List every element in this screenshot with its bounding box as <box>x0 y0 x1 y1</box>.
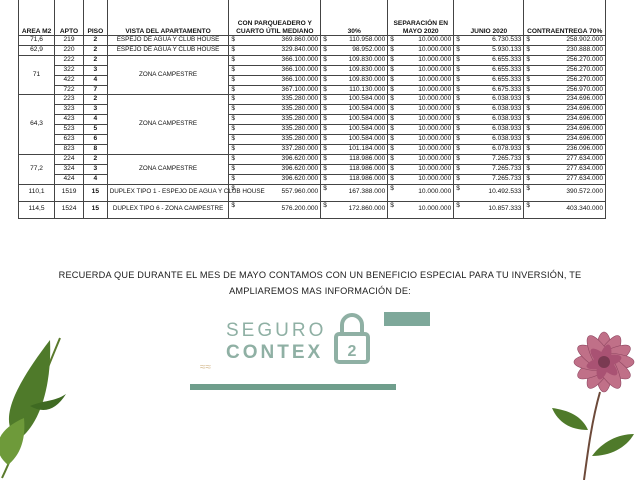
cell-piso: 3 <box>83 105 107 115</box>
cell-cuota: $ 6.038.933 <box>454 125 524 135</box>
cell-precio: $ 576.200.000 <box>229 201 321 218</box>
cell-vista: ZONA CAMPESTRE <box>107 154 229 184</box>
table-row <box>19 55 606 65</box>
cell-separacion: $ 10.000.000 <box>388 125 454 135</box>
notice-line-1: RECUERDA QUE DURANTE EL MES DE MAYO CONTAMOS CON UN BENEFICIO ESPECIAL PARA TU INVERSIÓN, TE <box>58 270 582 280</box>
table-row <box>19 115 606 125</box>
cell-piso: 2 <box>83 154 107 164</box>
cell-separacion: $ 10.000.000 <box>388 154 454 164</box>
cell-30: $ 100.584.000 <box>321 95 388 105</box>
cell-30: $ 100.584.000 <box>321 115 388 125</box>
cell-30: $ 100.584.000 <box>321 135 388 145</box>
header-piso: PISO <box>83 0 107 36</box>
cell-precio: $ 335.280.000 <box>229 95 321 105</box>
cell-piso: 2 <box>83 55 107 65</box>
cell-piso: 8 <box>83 144 107 154</box>
cell-30: $ 100.584.000 <box>321 105 388 115</box>
cell-separacion: $ 10.000.000 <box>388 45 454 55</box>
price-table <box>18 0 606 219</box>
table-row <box>19 105 606 115</box>
cell-precio: $ 366.100.000 <box>229 65 321 75</box>
cell-area: 114,5 <box>19 201 55 218</box>
cell-30: $ 110.958.000 <box>321 36 388 46</box>
table-row <box>19 154 606 164</box>
cell-cuota: $ 6.038.933 <box>454 95 524 105</box>
cell-30: $ 172.860.000 <box>321 201 388 218</box>
cell-apto: 322 <box>55 65 84 75</box>
padlock-icon <box>330 310 374 366</box>
table-row <box>19 95 606 105</box>
cell-precio: $ 366.100.000 <box>229 75 321 85</box>
cell-separacion: $ 10.000.000 <box>388 65 454 75</box>
cell-30: $ 109.830.000 <box>321 75 388 85</box>
cell-vista: ZONA CAMPESTRE <box>107 55 229 95</box>
cell-contraentrega: $ 234.696.000 <box>524 105 606 115</box>
table-row <box>19 75 606 85</box>
cell-precio: $ 396.620.000 <box>229 174 321 184</box>
cell-30: $ 101.184.000 <box>321 144 388 154</box>
cell-piso: 15 <box>83 201 107 218</box>
cell-area: 110,1 <box>19 184 55 201</box>
cell-precio: $ 335.280.000 <box>229 105 321 115</box>
cell-apto: 623 <box>55 135 84 145</box>
cell-contraentrega: $ 230.888.000 <box>524 45 606 55</box>
cell-apto: 423 <box>55 115 84 125</box>
cell-apto: 223 <box>55 95 84 105</box>
table-row <box>19 201 606 218</box>
cell-cuota: $ 6.078.933 <box>454 144 524 154</box>
cell-area: 77,2 <box>19 154 55 184</box>
cell-vista: DUPLEX TIPO 6 - ZONA CAMPESTRE <box>107 201 229 218</box>
cell-30: $ 118.986.000 <box>321 164 388 174</box>
header-cuota: JUNIO 2020 <box>454 0 524 36</box>
table-row <box>19 45 606 55</box>
cell-separacion: $ 10.000.000 <box>388 201 454 218</box>
cell-contraentrega: $ 234.696.000 <box>524 125 606 135</box>
cell-piso: 6 <box>83 135 107 145</box>
cell-piso: 2 <box>83 45 107 55</box>
cell-area: 62,9 <box>19 45 55 55</box>
cell-separacion: $ 10.000.000 <box>388 105 454 115</box>
header-contraentrega: CONTRAENTREGA 70% <box>524 0 606 36</box>
cell-cuota: $ 6.038.933 <box>454 135 524 145</box>
notice-line-2: AMPLIAREMOS MAS INFORMACIÓN DE: <box>229 286 411 296</box>
cell-apto: 323 <box>55 105 84 115</box>
cell-separacion: $ 10.000.000 <box>388 95 454 105</box>
cell-piso: 4 <box>83 75 107 85</box>
cell-piso: 2 <box>83 95 107 105</box>
cell-contraentrega: $ 256.970.000 <box>524 85 606 95</box>
cell-precio: $ 329.840.000 <box>229 45 321 55</box>
cell-contraentrega: $ 277.634.000 <box>524 174 606 184</box>
cell-vista: ESPEJO DE AGUA Y CLUB HOUSE <box>107 36 229 46</box>
cell-cuota: $ 7.265.733 <box>454 154 524 164</box>
logo-word-contex: CONTEX <box>226 342 324 363</box>
leaf-decoration-left <box>0 330 70 480</box>
cell-contraentrega: $ 390.572.000 <box>524 184 606 201</box>
cell-piso: 15 <box>83 184 107 201</box>
cell-precio: $ 557.960.000 <box>229 184 321 201</box>
cell-area: 64,3 <box>19 95 55 154</box>
waves-icon: ≈≈ <box>200 362 211 373</box>
cell-separacion: $ 10.000.000 <box>388 144 454 154</box>
cell-cuota: $ 6.038.933 <box>454 115 524 125</box>
cell-cuota: $ 6.655.333 <box>454 75 524 85</box>
cell-apto: 222 <box>55 55 84 65</box>
table-row <box>19 135 606 145</box>
cell-piso: 2 <box>83 36 107 46</box>
cell-apto: 1524 <box>55 201 84 218</box>
cell-precio: $ 366.100.000 <box>229 55 321 65</box>
cell-cuota: $ 6.655.333 <box>454 55 524 65</box>
cell-separacion: $ 10.000.000 <box>388 135 454 145</box>
cell-separacion: $ 10.000.000 <box>388 75 454 85</box>
cell-separacion: $ 10.000.000 <box>388 184 454 201</box>
cell-separacion: $ 10.000.000 <box>388 164 454 174</box>
cell-contraentrega: $ 403.340.000 <box>524 201 606 218</box>
cell-cuota: $ 7.265.733 <box>454 174 524 184</box>
cell-contraentrega: $ 234.696.000 <box>524 95 606 105</box>
cell-apto: 1519 <box>55 184 84 201</box>
table-row <box>19 164 606 174</box>
header-vista: VISTA DEL APARTAMENTO <box>107 0 229 36</box>
table-row <box>19 144 606 154</box>
cell-apto: 823 <box>55 144 84 154</box>
cell-vista: ESPEJO DE AGUA Y CLUB HOUSE <box>107 45 229 55</box>
cell-apto: 722 <box>55 85 84 95</box>
cell-area: 71 <box>19 55 55 95</box>
cell-apto: 523 <box>55 125 84 135</box>
flower-decoration-right <box>548 310 640 480</box>
cell-cuota: $ 10.492.533 <box>454 184 524 201</box>
cell-30: $ 118.986.000 <box>321 174 388 184</box>
cell-precio: $ 337.280.000 <box>229 144 321 154</box>
cell-30: $ 109.830.000 <box>321 55 388 65</box>
cell-cuota: $ 7.265.733 <box>454 164 524 174</box>
cell-precio: $ 396.620.000 <box>229 164 321 174</box>
cell-30: $ 100.584.000 <box>321 125 388 135</box>
cell-apto: 324 <box>55 164 84 174</box>
cell-precio: $ 369.860.000 <box>229 36 321 46</box>
cell-cuota: $ 5.930.133 <box>454 45 524 55</box>
cell-piso: 7 <box>83 85 107 95</box>
cell-piso: 4 <box>83 115 107 125</box>
cell-cuota: $ 6.655.333 <box>454 65 524 75</box>
cell-piso: 4 <box>83 174 107 184</box>
cell-precio: $ 335.280.000 <box>229 135 321 145</box>
cell-contraentrega: $ 258.902.000 <box>524 36 606 46</box>
cell-contraentrega: $ 277.634.000 <box>524 154 606 164</box>
cell-apto: 224 <box>55 154 84 164</box>
cell-cuota: $ 6.675.333 <box>454 85 524 95</box>
cell-30: $ 167.388.000 <box>321 184 388 201</box>
cell-precio: $ 367.100.000 <box>229 85 321 95</box>
cell-apto: 219 <box>55 36 84 46</box>
cell-piso: 3 <box>83 164 107 174</box>
cell-separacion: $ 10.000.000 <box>388 115 454 125</box>
logo-underline-bar <box>190 384 396 390</box>
cell-piso: 5 <box>83 125 107 135</box>
table-row <box>19 125 606 135</box>
cell-precio: $ 335.280.000 <box>229 125 321 135</box>
header-separacion: SEPARACIÓN EN MAYO 2020 <box>388 0 454 36</box>
cell-contraentrega: $ 236.096.000 <box>524 144 606 154</box>
cell-apto: 220 <box>55 45 84 55</box>
cell-separacion: $ 10.000.000 <box>388 55 454 65</box>
cell-separacion: $ 10.000.000 <box>388 85 454 95</box>
cell-contraentrega: $ 256.270.000 <box>524 55 606 65</box>
cell-area: 71,6 <box>19 36 55 46</box>
cell-piso: 3 <box>83 65 107 75</box>
cell-30: $ 98.952.000 <box>321 45 388 55</box>
cell-apto: 424 <box>55 174 84 184</box>
cell-contraentrega: $ 234.696.000 <box>524 115 606 125</box>
cell-30: $ 109.830.000 <box>321 65 388 75</box>
cell-cuota: $ 6.038.933 <box>454 105 524 115</box>
table-row <box>19 85 606 95</box>
cell-separacion: $ 10.000.000 <box>388 36 454 46</box>
cell-precio: $ 396.620.000 <box>229 154 321 164</box>
cell-vista: ZONA CAMPESTRE <box>107 95 229 154</box>
table-header-row <box>19 0 606 36</box>
table-body <box>19 36 606 219</box>
header-area: AREA M2 <box>19 0 55 36</box>
table-row <box>19 184 606 201</box>
cell-separacion: $ 10.000.000 <box>388 174 454 184</box>
cell-contraentrega: $ 277.634.000 <box>524 164 606 174</box>
cell-contraentrega: $ 256.270.000 <box>524 65 606 75</box>
cell-30: $ 110.130.000 <box>321 85 388 95</box>
cell-contraentrega: $ 256.270.000 <box>524 75 606 85</box>
logo-word-seguro: SEGURO <box>226 320 327 341</box>
header-precio: CON PARQUEADERO Y CUARTO ÚTIL MEDIANO <box>229 0 321 36</box>
logo-number: 2 <box>347 343 357 360</box>
cell-precio: $ 335.280.000 <box>229 115 321 125</box>
cell-30: $ 118.986.000 <box>321 154 388 164</box>
table-row <box>19 174 606 184</box>
cell-apto: 422 <box>55 75 84 85</box>
header-apto: APTO <box>55 0 84 36</box>
cell-cuota: $ 10.857.333 <box>454 201 524 218</box>
cell-vista: DUPLEX TIPO 1 - ESPEJO DE AGUA Y CLUB HOUSE <box>107 184 229 201</box>
table-row <box>19 36 606 46</box>
cell-cuota: $ 6.730.533 <box>454 36 524 46</box>
table-row <box>19 65 606 75</box>
cell-contraentrega: $ 234.696.000 <box>524 135 606 145</box>
header-30: 30% <box>321 0 388 36</box>
